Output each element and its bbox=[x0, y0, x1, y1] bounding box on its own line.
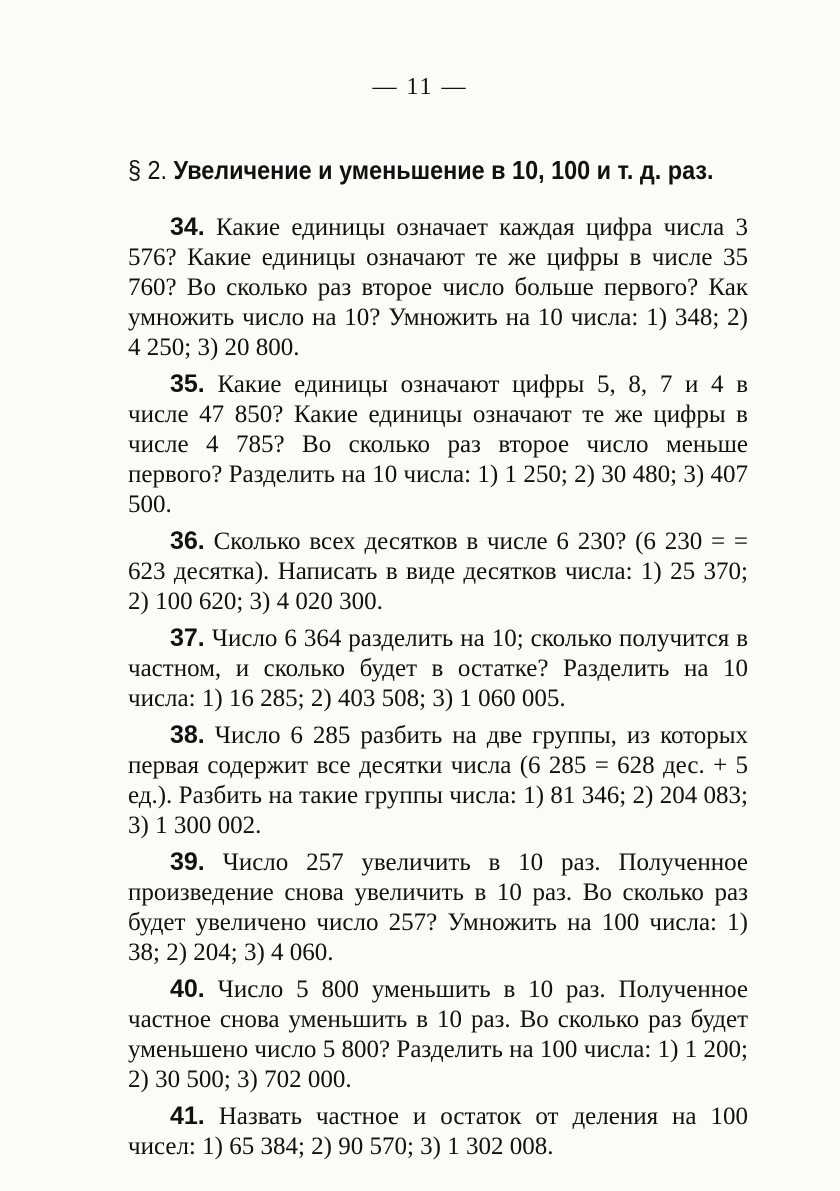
problem-35 bbox=[128, 369, 748, 520]
section-sign: § 2. bbox=[128, 155, 168, 185]
problem-36 bbox=[128, 526, 748, 617]
problem-number: 39. bbox=[170, 848, 205, 876]
problem-37 bbox=[128, 623, 748, 714]
problem-list bbox=[128, 212, 748, 1168]
problem-number: 40. bbox=[170, 975, 205, 1003]
problem-text: Назвать частное и остаток от деления на 100 чисел: 1) 65 384; 2) 90 570; 3) 1 302 008. bbox=[128, 1103, 748, 1160]
problem-38 bbox=[128, 720, 748, 841]
problem-text: Какие единицы означает каждая цифра числа 3 576? Какие единицы означают те же цифры в числе 35 760? Во сколько раз второе число больше первого? Как умножить число на 10? Умножить на 10 числа: 1) 348; 2) 4 250; 3) 20 800. bbox=[128, 214, 749, 361]
problem-text: Какие единицы означают цифры 5, 8, 7 и 4 в числе 47 850? Какие единицы означают те же цифры в числе 4 785? Во сколько раз второе число меньше первого? Разделить на 10 числа: 1) 1 250; 2) 30 480; 3) 407 500. bbox=[128, 371, 749, 518]
problem-text: Число 6 285 разбить на две группы, из которых первая содержит все десятки числа (6 285 = 628 дес. + 5 ед.). Разбить на такие группы числа: 1) 81 346; 2) 204 083; 3) 1 300 002. bbox=[128, 722, 749, 839]
problem-number: 41. bbox=[170, 1102, 205, 1130]
problem-39 bbox=[128, 847, 748, 968]
problem-number: 35. bbox=[170, 370, 205, 398]
problem-34 bbox=[128, 212, 748, 363]
page-number: — 11 — bbox=[372, 74, 468, 100]
section-heading bbox=[128, 155, 714, 186]
problem-41 bbox=[128, 1101, 748, 1162]
problem-number: 34. bbox=[170, 213, 205, 241]
problem-number: 36. bbox=[170, 527, 205, 555]
problem-number: 38. bbox=[170, 721, 205, 749]
problem-number: 37. bbox=[170, 624, 205, 652]
problem-text: Число 6 364 разделить на 10; сколько получится в частном, и сколько будет в остатке? Разделить на 10 числа: 1) 16 285; 2) 403 508; 3) 1 060 005. bbox=[128, 625, 749, 712]
problem-text: Число 5 800 уменьшить в 10 раз. Полученное частное снова уменьшить в 10 раз. Во сколько раз будет уменьшено число 5 800? Разделить на 100 числа: 1) 1 200; 2) 30 500; 3) 702 000. bbox=[128, 976, 749, 1093]
problem-text: Число 257 увеличить в 10 раз. Полученное произведение снова увеличить в 10 раз. Во сколько раз будет увеличено число 257? Умножить на 100 числа: 1) 38; 2) 204; 3) 4 060. bbox=[128, 849, 749, 966]
section-title: Увеличение и уменьшение в 10, 100 и т. д. раз. bbox=[173, 155, 714, 185]
problem-text: Сколько всех десятков в числе 6 230? (6 230 = = 623 десятка). Написать в виде десятков числа: 1) 25 370; 2) 100 620; 3) 4 020 300. bbox=[128, 528, 749, 615]
problem-40 bbox=[128, 974, 748, 1095]
